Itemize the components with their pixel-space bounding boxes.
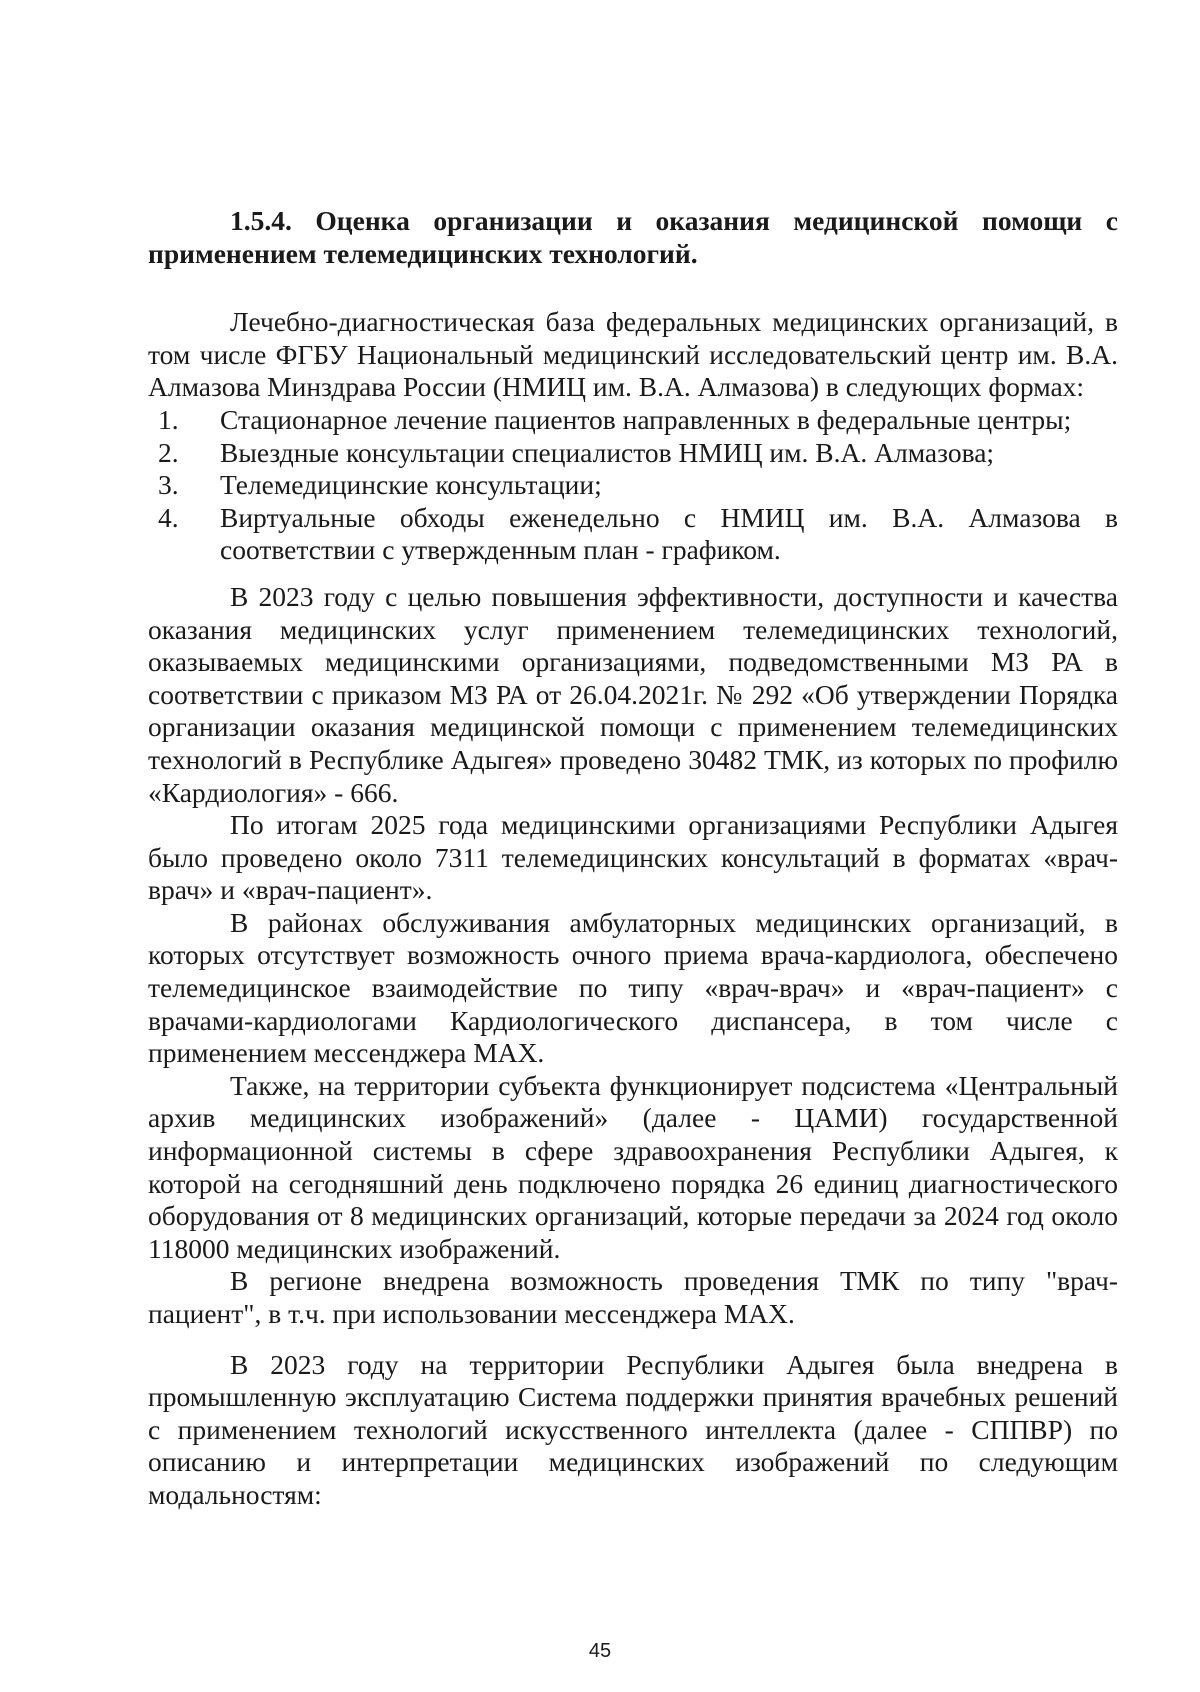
list-item-text: Телемедицинские консультации; [220, 469, 602, 501]
forms-list [148, 404, 1118, 567]
list-marker: 2. [158, 436, 179, 468]
list-marker: 4. [158, 501, 179, 533]
document-page [148, 205, 1118, 1512]
paragraph-2023-tmk: В 2023 году с целью повышения эффективности, доступности и качества оказания медицинских услуг применением телемедицинских технологий, оказываемых медицинскими организациями, подведомственными МЗ РА в соответствии с приказом МЗ РА от 26.04.2021г. № 292 «Об утверждении Порядка организации оказания медицинской помощи с применением телемедицинских технологий в Республике Адыгея» проведено 30482 ТМК, из которых по профилю «Кардиология» - 666. [148, 580, 1118, 808]
section-number: 1.5.4. [230, 205, 292, 236]
paragraph-region-tmk: В регионе внедрена возможность проведения ТМК по типу "врач-пациент", в т.ч. при использовании мессенджера МАХ. [148, 1265, 1118, 1329]
section-title: Оценка организации и оказания медицинской помощи с применением телемедицинских технологий. [148, 205, 1118, 269]
list-item [148, 502, 1118, 567]
list-marker: 3. [158, 469, 179, 501]
list-marker: 1. [158, 403, 179, 435]
list-item [148, 469, 1118, 502]
page-number: 45 [588, 1640, 612, 1662]
paragraph-2025-results: По итогам 2025 года медицинскими организациями Республики Адыгея было проведено около 7311 телемедицинских консультаций в форматах «врач-врач» и «врач-пациент». [148, 809, 1118, 906]
list-item [148, 404, 1118, 437]
list-item-text: Стационарное лечение пациентов направленных в федеральные центры; [220, 403, 1072, 435]
list-item-text: Выездные консультации специалистов НМИЦ им. В.А. Алмазова; [220, 436, 995, 468]
list-item [148, 437, 1118, 470]
paragraph-sppvr: В 2023 году на территории Республики Адыгея была внедрена в промышленную эксплуатацию Система поддержки принятия врачебных решений с применением технологий искусственного интеллекта (далее - СППВР) по описанию и интерпретации медицинских изображений по следующим модальностям: [148, 1348, 1118, 1510]
paragraph-cardiology: В районах обслуживания амбулаторных медицинских организаций, в которых отсутствует возможность очного приема врача-кардиолога, обеспечено телемедицинское взаимодействие по типу «врач-врач» и «врач-пациент» с врачами-кардиологами Кардиологического диспансера, в том числе с применением мессенджера МАХ. [148, 906, 1118, 1069]
section-heading [148, 205, 1118, 270]
paragraph-cami: Также, на территории субъекта функционирует подсистема «Центральный архив медицинских изображений» (далее - ЦАМИ) государственной информационной системы в сфере здравоохранения Республики Адыгея, к которой на сегодняшний день подключено порядка 26 единиц диагностического оборудования от 8 медицинских организаций, которые передачи за 2024 год около 118000 медицинских изображений. [148, 1069, 1118, 1264]
intro-paragraph: Лечебно-диагностическая база федеральных медицинских организаций, в том числе ФГБУ Национальный медицинский исследовательский центр им. В.А. Алмазова Минздрава России (НМИЦ им. В.А. Алмазова) в следующих формах: [148, 306, 1118, 403]
list-item-text: Виртуальные обходы еженедельно с НМИЦ им. В.А. Алмазова в соответствии с утвержденным план - графиком. [220, 501, 1118, 566]
paragraph-gap [148, 1331, 1118, 1349]
